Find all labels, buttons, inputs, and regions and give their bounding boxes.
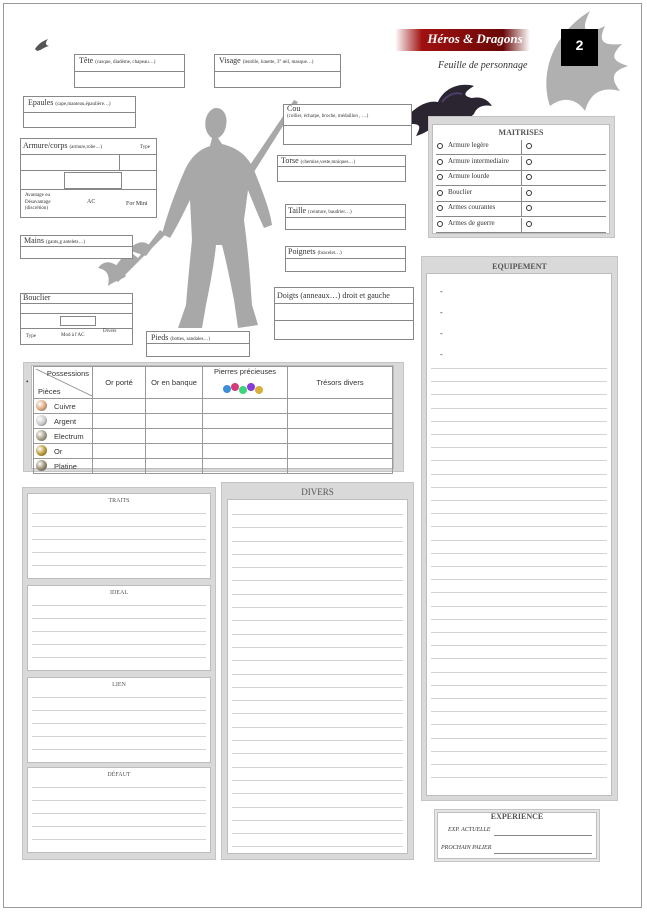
slot-tete-hint: (casque, diadème, chapeau…) [95,60,156,65]
trait-title-lien: LIEN [112,682,126,688]
prochain-palier-label: PROCHAIN PALIER [441,845,492,851]
divers-line [232,820,403,821]
equip-line [431,751,607,752]
maitrise-label-4: Armes courantes [448,203,496,211]
equip-bullet-2: - [440,329,443,338]
equip-line [431,685,607,686]
maitrises-title: MAITRISES [498,128,544,137]
divers-line [232,660,403,661]
slot-poignets-hint: (bracelet…) [317,251,342,256]
coin-icon [36,400,47,411]
coin-row [34,399,393,414]
maitrise-check-b-2[interactable] [526,174,532,180]
logo-text: Héros & Dragons [427,31,523,46]
divers-line [232,527,403,528]
maitrise-check-b-3[interactable] [526,190,532,196]
maitrise-check-3[interactable] [437,190,443,196]
slot-torse-label: Torse [281,156,299,165]
trait-line [32,605,206,606]
slot-poignets-label: Poignets [288,247,316,256]
equip-line [431,381,607,382]
coin-label-2: Electrum [54,431,84,441]
trait-line [32,657,206,658]
slot-pieds-hint: (bottes, sandales…) [170,337,211,342]
trait-box-ideal[interactable] [27,585,211,671]
armure-type-label: Type [140,145,150,150]
equip-line [431,777,607,778]
trait-line [32,736,206,737]
armure-ac-label: AC [87,199,96,205]
equip-line [431,738,607,739]
coin-label-3: Or [54,446,63,456]
coin-icon [36,445,47,456]
pieces-label: Pièces [38,387,61,396]
coin-icon [36,430,47,441]
equip-line [431,368,607,369]
equip-bullet-3: - [440,350,443,359]
divers-line [232,700,403,701]
equipement-title: EQUIPEMENT [492,262,547,271]
exp-actuelle-label: EXP. ACTUELLE [448,827,491,833]
divers-line [232,620,403,621]
equip-line [431,672,607,673]
maitrise-check-2[interactable] [437,174,443,180]
cell-or-porte[interactable] [93,444,146,459]
coin-row [34,444,393,459]
divers-line [232,740,403,741]
trait-line [32,513,206,514]
tresor-bullet: • [26,378,29,386]
maitrise-check-0[interactable] [437,143,443,149]
trait-line [32,710,206,711]
equip-line [431,566,607,567]
page-number: 2 [575,37,584,53]
divers-line [232,567,403,568]
slot-armure-label: Armure/corps [23,141,68,150]
trait-title-ideal: IDEAL [110,590,128,596]
equip-line [431,658,607,659]
col-tresors: Trésors divers [288,367,393,399]
maitrise-check-b-0[interactable] [526,143,532,149]
divers-line [232,713,403,714]
maitrise-check-b-4[interactable] [526,205,532,211]
cell-pierres[interactable] [203,399,288,414]
coin-row [34,414,393,429]
maitrise-label-1: Armure intermediaire [448,156,509,165]
bouclier-divers-label: Divers [103,329,117,334]
coin-row [34,459,393,474]
divers-line [232,514,403,515]
trait-line [32,800,206,801]
coin-row [34,429,393,444]
divers-line [232,753,403,754]
bouclier-mod-label: Mod à l'AC [61,333,85,338]
sheet-title: Feuille de personnage [438,60,528,71]
maitrise-label-0: Armure legère [448,141,489,149]
equip-line [431,724,607,725]
slot-doigts-label: Doigts (anneaux…) droit et gauche [277,291,390,300]
divers-inner[interactable] [227,499,408,854]
equip-line [431,500,607,501]
equip-line [431,394,607,395]
maitrise-check-b-1[interactable] [526,159,532,165]
divers-line [232,727,403,728]
coin-icon [36,415,47,426]
trait-line [32,618,206,619]
armure-avantage-label: Avantage ou Désavantage (discrétion) [25,193,51,211]
col-pierres: Pierres précieuses [213,367,277,376]
divers-title: DIVERS [301,487,334,497]
slot-visage-hint: (lentille, lunette, 3° œil, masque…) [242,60,314,65]
maitrise-label-2: Armure lourde [448,172,490,180]
equip-bullet-1: - [440,308,443,317]
col-or-banque: Or en banque [146,367,203,399]
cell-or-banque[interactable] [146,414,203,429]
divers-line [232,767,403,768]
divers-line [232,607,403,608]
trait-title-traits: TRAITS [108,498,130,504]
cell-tresors[interactable] [288,459,393,474]
cell-pierres[interactable] [203,444,288,459]
equip-line [431,447,607,448]
slot-epaules-hint: (cape,manteau,épaulière…) [55,102,111,107]
small-dragon-icon [33,37,51,53]
equip-line [431,421,607,422]
trait-line [32,631,206,632]
divers-line [232,846,403,847]
equip-line [431,408,607,409]
equip-line [431,579,607,580]
possessions-label: Possessions [46,369,89,378]
divers-line [232,793,403,794]
equip-line [431,632,607,633]
maitrise-check-1[interactable] [437,159,443,165]
col-or-porte: Or porté [93,367,146,399]
cell-pierres[interactable] [203,459,288,474]
cell-or-banque[interactable] [146,459,203,474]
exp-actuelle-field[interactable] [494,835,592,836]
cell-or-banque[interactable] [146,399,203,414]
equip-bullet-0: - [440,287,443,296]
equip-line [431,553,607,554]
equip-line [431,592,607,593]
prochain-palier-field[interactable] [494,853,592,854]
cell-pierres[interactable] [203,429,288,444]
cell-pierres[interactable] [203,414,288,429]
slot-taille-label: Taille [288,206,307,215]
divers-line [232,687,403,688]
trait-line [32,644,206,645]
equip-line [431,513,607,514]
cell-tresors[interactable] [288,399,393,414]
trait-box-lien[interactable] [27,677,211,763]
maitrise-label-5: Armes de guerre [448,218,495,227]
cell-or-porte[interactable] [93,429,146,444]
equip-line [431,764,607,765]
slot-mains-hint: (gants,g antelets…) [46,240,86,245]
equip-line [431,474,607,475]
cell-or-porte[interactable] [93,459,146,474]
equip-line [431,487,607,488]
slot-bouclier-label: Bouclier [23,293,51,302]
bouclier-type-label: Type [26,334,36,339]
slot-taille-hint: (ceinture, baudrier…) [308,210,352,215]
equip-line [431,711,607,712]
slot-visage-label: Visage [219,56,241,65]
equip-line [431,540,607,541]
equip-line [431,526,607,527]
armure-formini-label: For Mini [126,201,148,207]
divers-line [232,807,403,808]
cell-tresors[interactable] [288,429,393,444]
trait-line [32,552,206,553]
slot-tete-label: Tête [79,56,94,65]
maitrise-check-4[interactable] [437,205,443,211]
trait-line [32,813,206,814]
cell-or-porte[interactable] [93,399,146,414]
trait-box-defaut[interactable] [27,767,211,853]
trait-line [32,749,206,750]
coin-label-0: Cuivre [54,401,76,411]
trait-box-traits[interactable] [27,493,211,579]
divers-line [232,674,403,675]
slot-pieds-label: Pieds [151,333,169,342]
trait-line [32,565,206,566]
coin-icon [36,460,47,471]
experience-title: EXPERIENCE [490,812,544,821]
cell-tresors[interactable] [288,444,393,459]
divers-line [232,554,403,555]
maitrise-check-5[interactable] [437,221,443,227]
armure-ac-box[interactable] [64,172,122,189]
maitrise-check-b-5[interactable] [526,221,532,227]
tresor-table [33,366,393,474]
divers-line [232,833,403,834]
maitrise-label-3: Bouclier [448,187,473,196]
trait-line [32,787,206,788]
divers-line [232,647,403,648]
equip-line [431,434,607,435]
cell-tresors[interactable] [288,414,393,429]
equip-line [431,606,607,607]
equip-line [431,460,607,461]
equip-line [431,698,607,699]
trait-line [32,697,206,698]
slot-epaules-label: Epaules [28,98,54,107]
trait-line [32,826,206,827]
gems-icon [221,381,267,395]
slot-cou-hint: (collier, écharpe, broche, médaillon , …) [287,114,369,119]
slot-cou-label: Cou [287,104,301,113]
cell-or-banque[interactable] [146,429,203,444]
trait-line [32,839,206,840]
coin-label-1: Argent [54,416,77,426]
bouclier-mod-box[interactable] [60,316,96,326]
slot-torse-hint: (chemise,veste,tuniques…) [300,160,356,165]
slot-armure-hint: (armure,robe…) [69,145,103,150]
divers-line [232,594,403,595]
divers-line [232,541,403,542]
divers-line [232,780,403,781]
coin-label-4: Platine [54,461,77,471]
trait-line [32,723,206,724]
trait-line [32,539,206,540]
cell-or-banque[interactable] [146,444,203,459]
equip-line [431,619,607,620]
cell-or-porte[interactable] [93,414,146,429]
equipement-inner[interactable] [426,273,612,796]
divers-line [232,580,403,581]
slot-mains-label: Mains [24,236,44,245]
trait-title-defaut: DÉFAUT [107,772,131,778]
divers-line [232,634,403,635]
equip-line [431,645,607,646]
trait-line [32,526,206,527]
